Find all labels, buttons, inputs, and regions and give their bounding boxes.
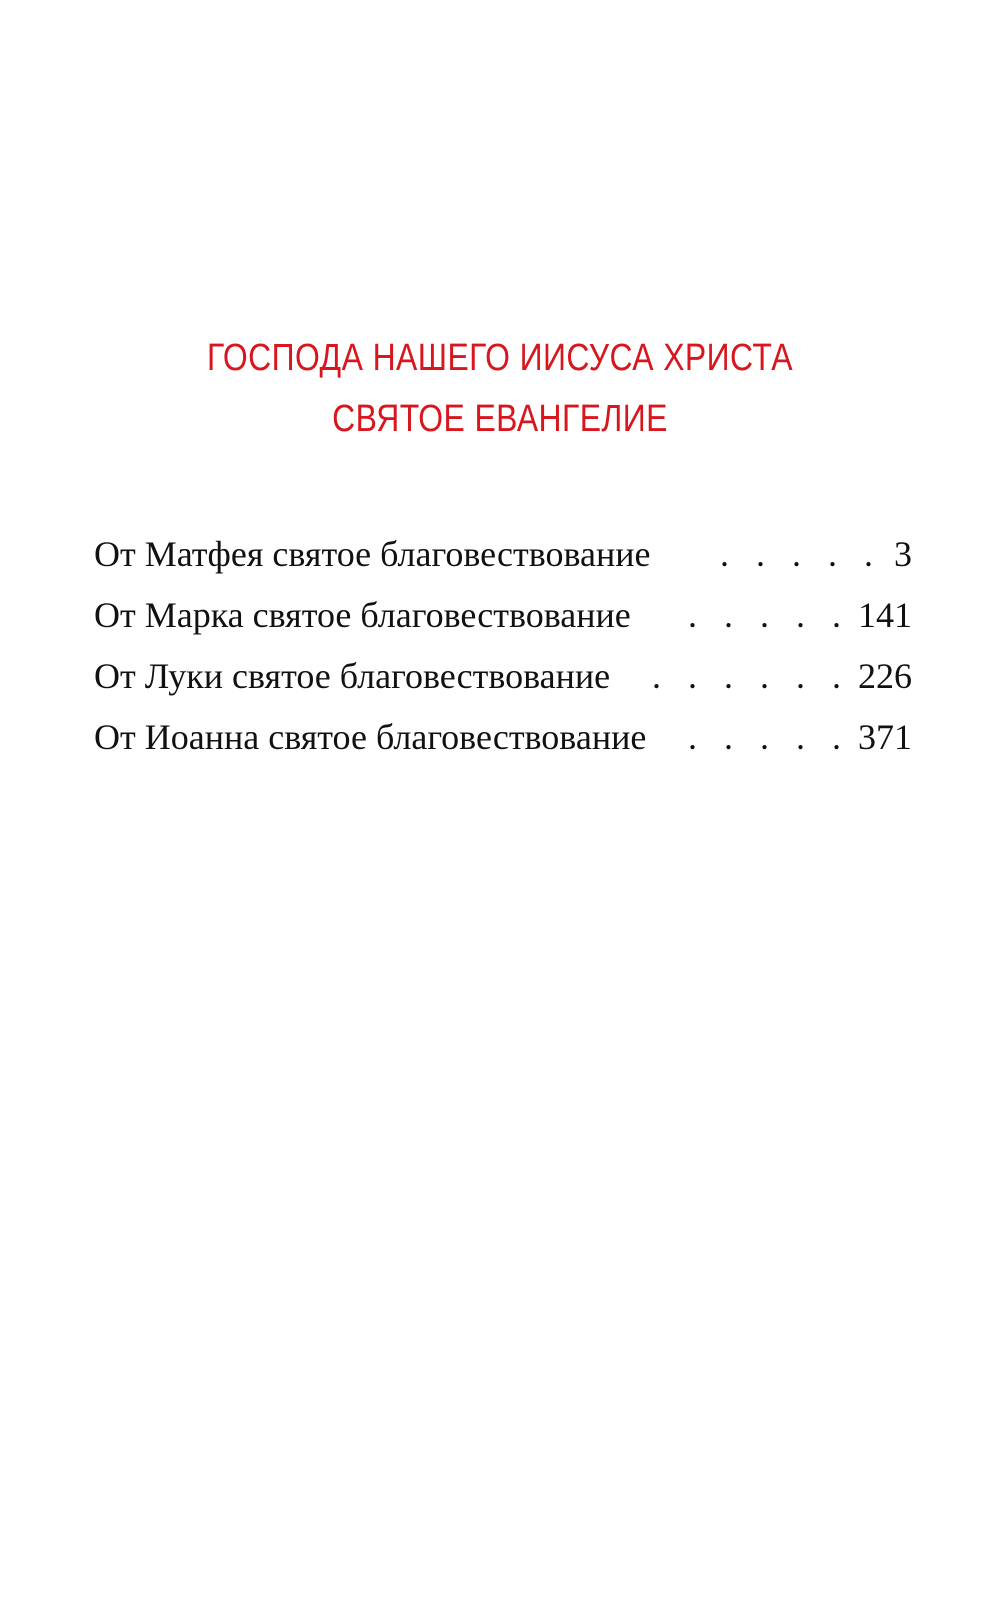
table-of-contents xyxy=(94,524,912,768)
toc-entry-title: От Иоанна святое благовествование xyxy=(94,717,647,757)
toc-dot-leader: . . . . . xyxy=(688,595,850,635)
toc-page-number: 3 xyxy=(894,534,912,574)
toc-entry-luke[interactable] xyxy=(94,646,912,707)
toc-entry-john[interactable] xyxy=(94,707,912,768)
toc-dot-leader: . . . . . xyxy=(720,534,882,574)
toc-page-number: 371 xyxy=(858,717,912,757)
heading-line-2: СВЯТОЕ ЕВАНГЕЛИЕ xyxy=(332,398,668,440)
toc-page-number: 226 xyxy=(858,656,912,696)
heading-line-1: ГОСПОДА НАШЕГО ИИСУСА ХРИСТА xyxy=(207,337,793,379)
heading xyxy=(0,328,1000,450)
toc-entry-matthew[interactable] xyxy=(94,524,912,585)
toc-page-number: 141 xyxy=(858,595,912,635)
toc-entry-title: От Луки святое благовествование xyxy=(94,656,611,696)
toc-dot-leader: . . . . . . xyxy=(652,656,850,696)
toc-entry-title: От Матфея святое благовествование xyxy=(94,534,651,574)
toc-entry-title: От Марка святое благовествование xyxy=(94,595,631,635)
toc-dot-leader: . . . . . xyxy=(688,717,850,757)
toc-entry-mark[interactable] xyxy=(94,585,912,646)
